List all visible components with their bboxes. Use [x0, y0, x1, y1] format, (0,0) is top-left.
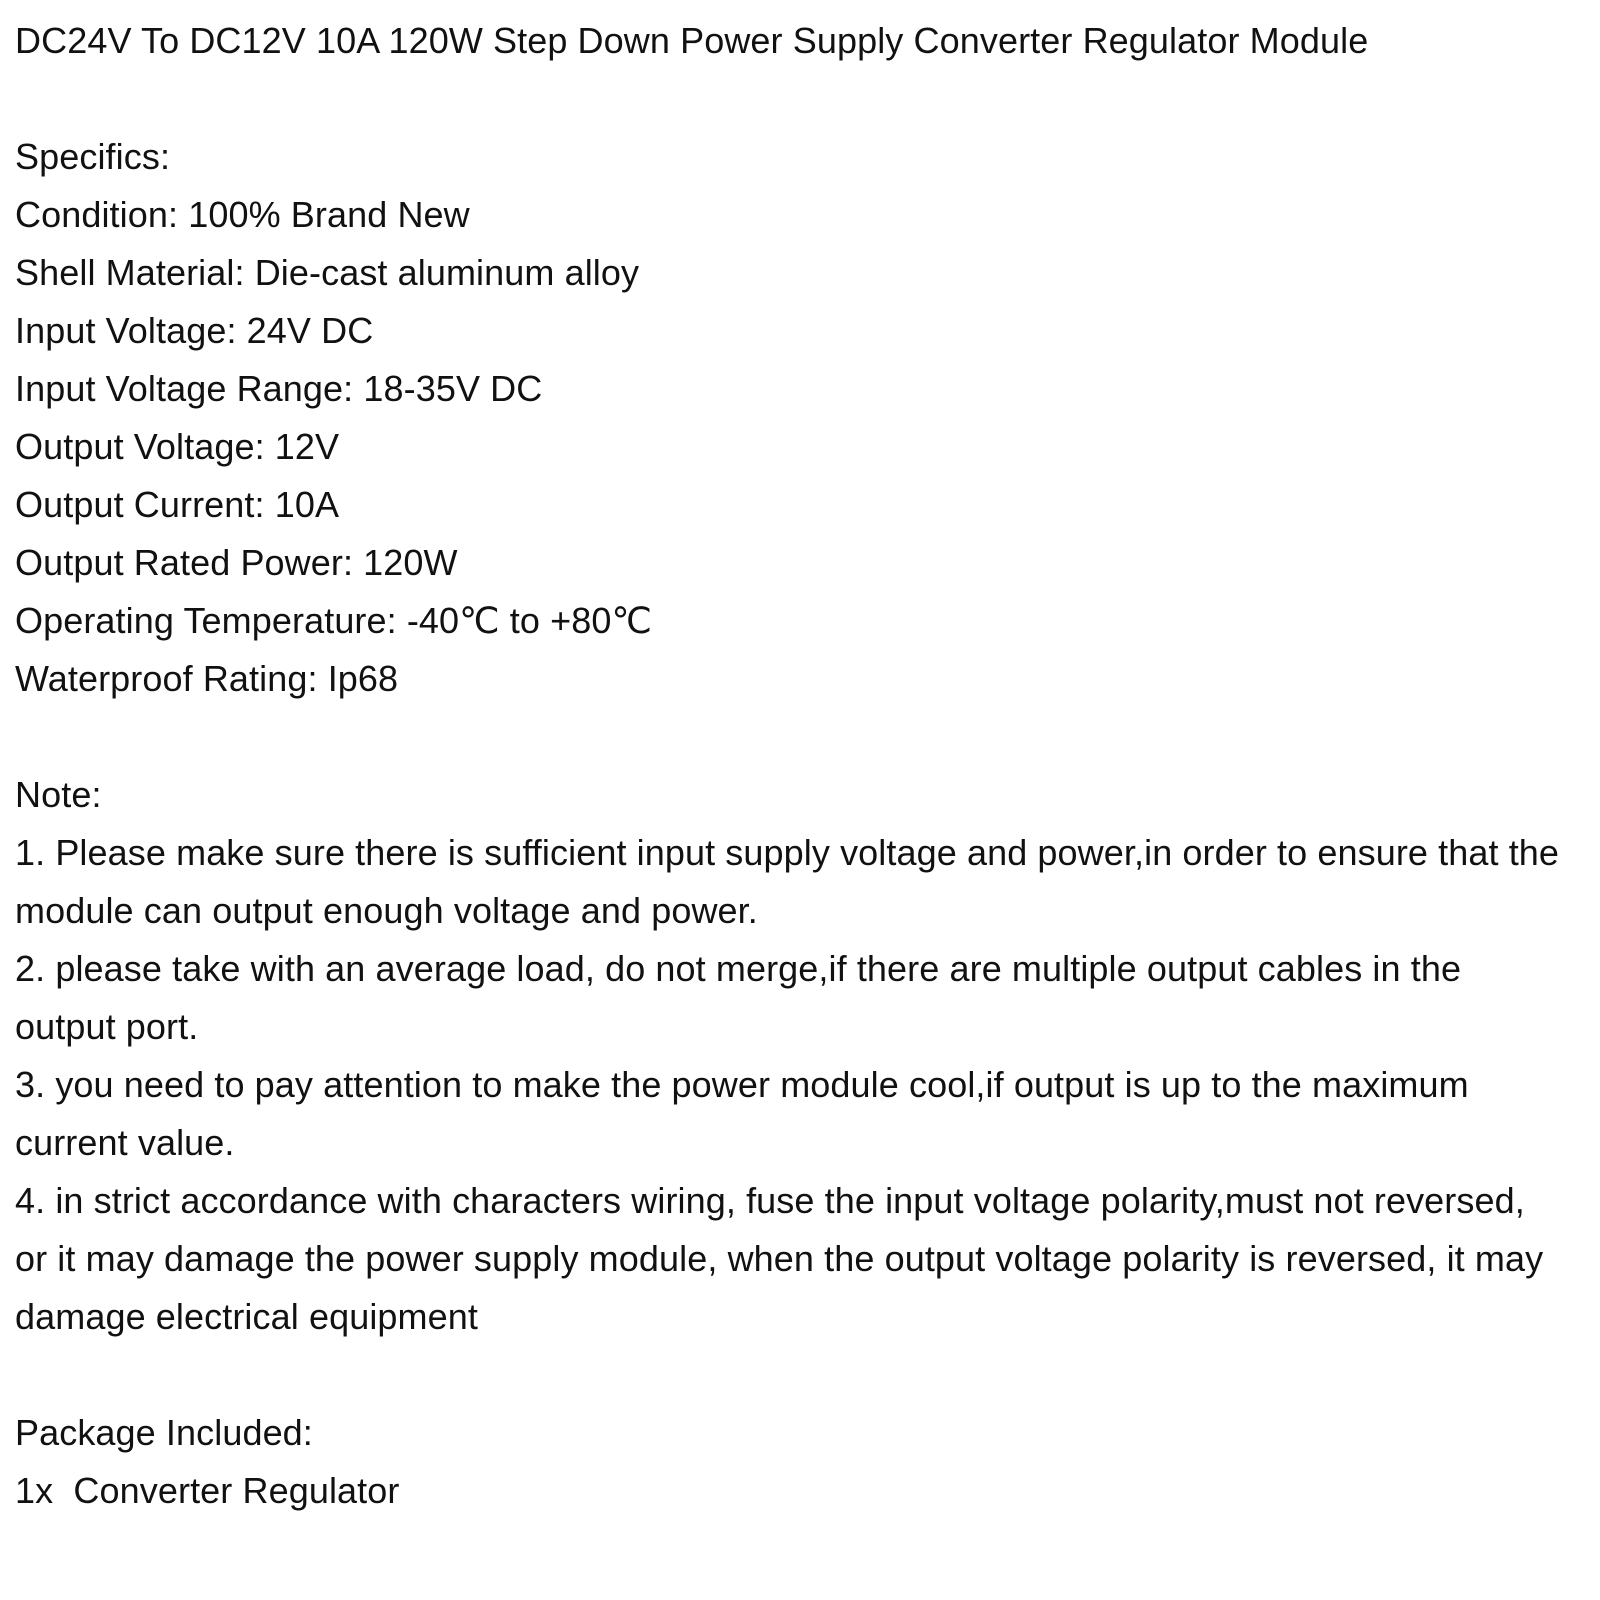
note-heading: Note:	[15, 774, 102, 815]
specifics-heading: Specifics:	[15, 136, 171, 177]
spacer	[15, 1346, 1585, 1404]
product-description	[15, 12, 1585, 1520]
spec-operating-temperature: Operating Temperature: -40℃ to +80℃	[15, 600, 653, 641]
spec-input-voltage-range: Input Voltage Range: 18-35V DC	[15, 368, 543, 409]
package-item: 1x Converter Regulator	[15, 1470, 400, 1511]
spec-output-rated-power: Output Rated Power: 120W	[15, 542, 458, 583]
note-item-3: 3. you need to pay attention to make the power module cool,if output is up to the maximum current value.	[15, 1064, 1469, 1163]
package-heading: Package Included:	[15, 1412, 313, 1453]
spec-condition: Condition: 100% Brand New	[15, 194, 470, 235]
note-item-2: 2. please take with an average load, do not merge,if there are multiple output cables in the output port.	[15, 948, 1462, 1047]
spec-input-voltage: Input Voltage: 24V DC	[15, 310, 374, 351]
spacer	[15, 708, 1585, 766]
spec-waterproof-rating: Waterproof Rating: Ip68	[15, 658, 399, 699]
spacer	[15, 70, 1585, 128]
product-title: DC24V To DC12V 10A 120W Step Down Power Supply Converter Regulator Module	[15, 20, 1369, 61]
note-item-1: 1. Please make sure there is sufficient input supply voltage and power,in order to ensure that the module can output enough voltage and power.	[15, 832, 1560, 931]
spec-shell-material: Shell Material: Die-cast aluminum alloy	[15, 252, 640, 293]
spec-output-current: Output Current: 10A	[15, 484, 340, 525]
spec-output-voltage: Output Voltage: 12V	[15, 426, 340, 467]
note-item-4: 4. in strict accordance with characters wiring, fuse the input voltage polarity,must not reversed, or it may damage the power supply module, when the output voltage polarity is reversed, it may damage electrical equipment	[15, 1180, 1544, 1337]
